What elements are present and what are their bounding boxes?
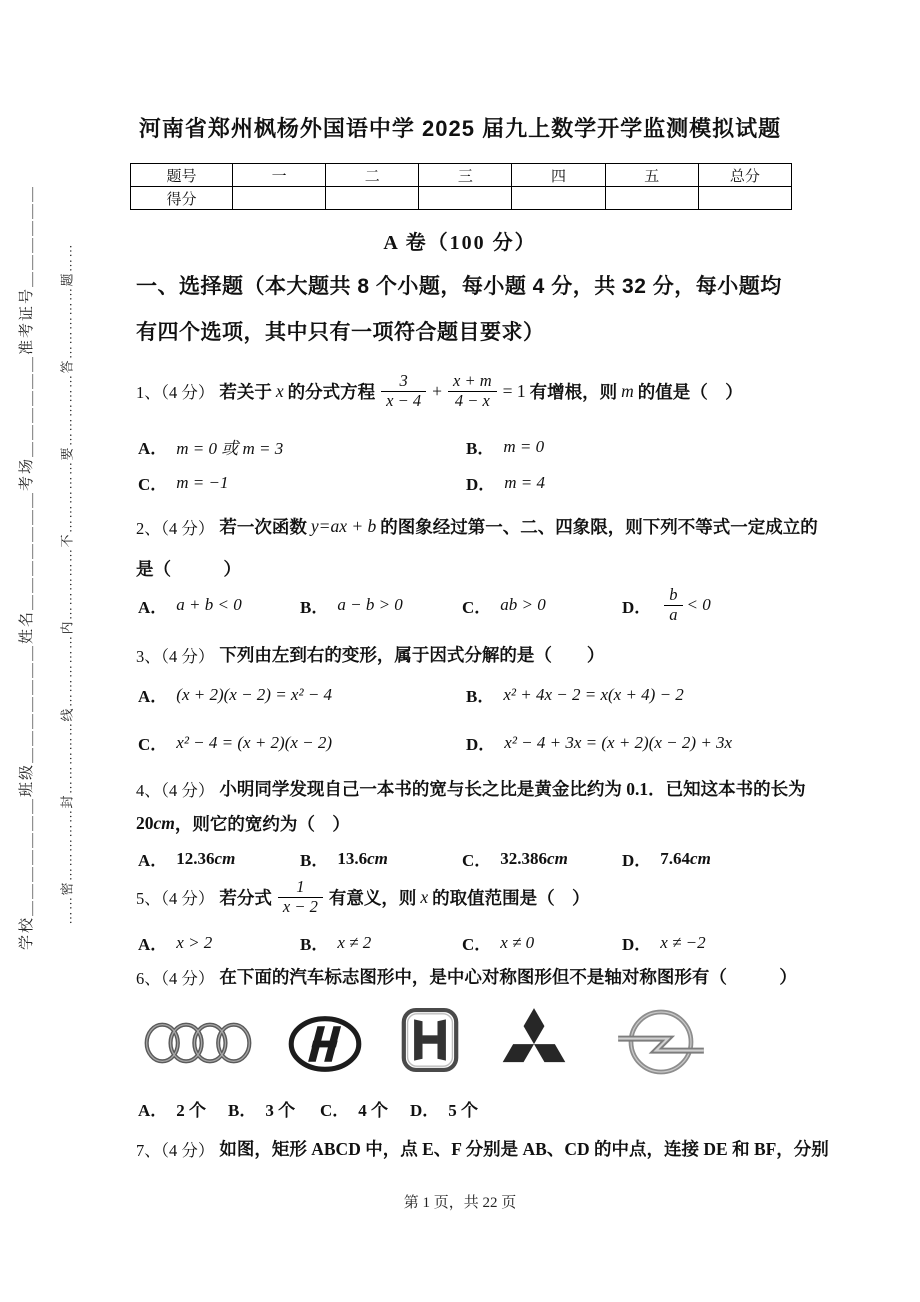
score-table-cell: 四: [512, 164, 605, 187]
q1-fraction-1: $\frac{3}{x - 4}$: [381, 372, 426, 411]
q1-text: 的分式方程: [287, 381, 376, 402]
question-6-stem: [136, 964, 799, 989]
q3-option-b: B． x² + 4x − 2 = x(x + 4) − 2: [466, 684, 684, 706]
q1-option-c: C． m = −1: [138, 472, 229, 494]
seal-line-text: ……密……………封……………线……………内……………不……………要……………答……………题……: [59, 242, 75, 925]
q1-option-d: D． m = 4: [466, 472, 546, 494]
score-empty-cell: [326, 187, 419, 210]
q5-option-d: D． x ≠ −2: [622, 932, 706, 954]
score-empty-cell: [698, 187, 791, 210]
opel-logo: [616, 1006, 706, 1078]
q4-length-unit: cm: [153, 813, 175, 833]
score-table-cell: 五: [605, 164, 698, 187]
q4-length-value: 20: [136, 813, 154, 833]
question-2-number: 2、（4 分）: [136, 518, 215, 538]
q2-option-c: C． ab > 0: [462, 595, 546, 617]
q1-plus-sign: +: [432, 380, 442, 401]
q5-text: 的取值范围是（ ）: [432, 887, 590, 908]
question-1-stem: [136, 364, 745, 418]
q2-formula: y=ax + b: [310, 516, 377, 536]
q2-option-d-fraction: $\frac{b}{a}$: [664, 586, 682, 625]
q1-option-b: B． m = 0: [466, 436, 545, 458]
q3-text: 下列由左到右的变形，属于因式分解的是（ ）: [219, 645, 605, 665]
score-label-cell: 得分: [131, 187, 233, 210]
question-5-stem: [136, 872, 592, 922]
q4-option-c: C． 32.386cm: [462, 848, 568, 870]
q2-option-d: D． $\frac{b}{a}$ < 0: [622, 584, 711, 624]
q6-text: 在下面的汽车标志图形中，是中心对称图形但不是轴对称图形有（ ）: [219, 967, 797, 987]
page-number-footer: 第 1 页，共 22 页: [403, 1195, 517, 1211]
mitsubishi-logo: [498, 1008, 570, 1063]
q6-option-c: C． 4 个: [320, 1101, 389, 1120]
hyundai-logo: [287, 1013, 363, 1075]
score-table-cell: 三: [419, 164, 512, 187]
score-table-cell: 题号: [131, 164, 233, 187]
q5-option-a: A． x > 2: [138, 932, 213, 954]
score-empty-cell: [605, 187, 698, 210]
q2-text: 若一次函数: [219, 517, 307, 537]
q3-option-d: D． x² − 4 + 3x = (x + 2)(x − 2) + 3x: [466, 732, 733, 754]
score-table-cell: 一: [233, 164, 326, 187]
q1-equals-one: = 1: [502, 380, 526, 401]
student-info-fields: 学校＿＿＿＿＿＿＿班级＿＿＿＿＿＿＿姓名＿＿＿＿＿＿＿考场＿＿＿＿＿＿准考证号＿＿＿＿＿＿: [19, 184, 35, 950]
question-1-number: 1、（4 分）: [136, 383, 215, 402]
question-2-stem-line2: 是（ ）: [136, 559, 241, 579]
q6-option-b: B． 3 个: [228, 1101, 296, 1120]
section1-heading-line1: 一、选择题（本大题共 8 个小题，每小题 4 分，共 32 分，每小题均: [136, 275, 782, 298]
q5-text: 有意义，则: [328, 887, 417, 908]
question-3-number: 3、（4 分）: [136, 646, 215, 666]
q1-fraction-2: $\frac{x + m}{4 - x}$: [448, 372, 497, 411]
q5-fraction: $\frac{1}{x - 2}$: [278, 878, 323, 917]
question-7-number: 7、（4 分）: [136, 1140, 215, 1160]
question-4-stem-line2: [136, 811, 352, 836]
paper-title: 河南省郑州枫杨外国语中学 2025 届九上数学开学监测模拟试题: [138, 116, 782, 141]
q4-option-b: B． 13.6cm: [300, 848, 388, 870]
q4-text: 小明同学发现自己一本书的宽与长之比是黄金比约为 0.1．已知这本书的长为: [219, 779, 806, 799]
question-4-stem: [136, 776, 808, 801]
score-table-cell: 总分: [698, 164, 791, 187]
q4-option-a: A． 12.36cm: [138, 848, 236, 870]
q1-text: 的值是（ ）: [637, 381, 743, 402]
q5-option-c: C． x ≠ 0: [462, 932, 535, 954]
q2-option-a: A． a + b < 0: [138, 595, 242, 617]
question-7-stem: [136, 1136, 831, 1161]
q3-option-a: A． (x + 2)(x − 2) = x² − 4: [138, 684, 333, 706]
question-6-number: 6、（4 分）: [136, 968, 215, 988]
score-table-cell: 二: [326, 164, 419, 187]
question-2-stem: [136, 514, 820, 539]
question-3-stem: [136, 642, 606, 667]
volume-a-title: A 卷（100 分）: [383, 232, 537, 254]
q4-option-d: D． 7.64cm: [622, 848, 711, 870]
q1-option-a: A． m = 0 或 m = 3: [138, 439, 284, 458]
q1-var-m: m: [621, 380, 634, 401]
q5-option-b: B． x ≠ 2: [300, 932, 372, 954]
q1-text: 有增根，则: [529, 381, 618, 402]
q2-option-b: B． a − b > 0: [300, 595, 403, 617]
score-empty-cell: [233, 187, 326, 210]
q1-text: 若关于: [219, 381, 272, 402]
q1-var-x: x: [275, 380, 284, 401]
score-table: [130, 163, 792, 210]
q5-text: 若分式: [219, 887, 272, 908]
score-empty-cell: [512, 187, 605, 210]
q2-text: 的图象经过第一、二、四象限，则下列不等式一定成立的: [380, 517, 818, 537]
score-table-header-row: [131, 164, 792, 187]
q5-var-x: x: [420, 886, 429, 907]
q4-text: ，则它的宽约为（ ）: [174, 814, 350, 834]
q3-option-c: C． x² − 4 = (x + 2)(x − 2): [138, 732, 333, 754]
audi-rings-logo: [142, 1021, 254, 1065]
section1-heading-line2: 有四个选项，其中只有一项符合题目要求）: [136, 321, 545, 344]
question-4-number: 4、（4 分）: [136, 780, 215, 800]
question-5-number: 5、（4 分）: [136, 889, 215, 908]
q6-option-d: D． 5 个: [410, 1101, 479, 1120]
score-empty-cell: [419, 187, 512, 210]
honda-logo: [401, 1007, 459, 1073]
q6-option-a: A． 2 个: [138, 1101, 207, 1120]
q7-text: 如图，矩形 ABCD 中，点 E、F 分别是 AB、CD 的中点，连接 DE 和 BF，分别: [219, 1139, 829, 1159]
score-table-score-row: [131, 187, 792, 210]
